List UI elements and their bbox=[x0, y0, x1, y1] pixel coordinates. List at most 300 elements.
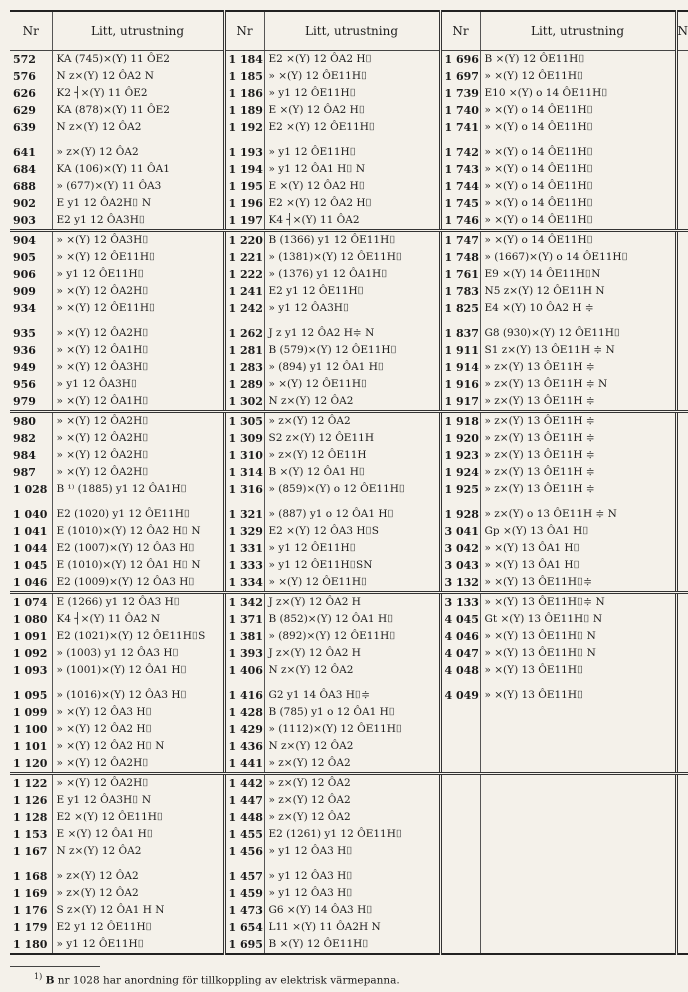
table-row bbox=[10, 574, 688, 593]
table-row bbox=[10, 393, 688, 412]
vehicle-number: 1 186 bbox=[224, 85, 264, 102]
vehicle-number: 1 180 bbox=[13, 938, 48, 951]
table-row bbox=[10, 359, 688, 376]
vehicle-equipment: » ×(Y) o 14 ÔE11H⌷ bbox=[480, 231, 676, 250]
vehicle-equipment: S2 z×(Y) 12 ÔE11H bbox=[264, 430, 440, 447]
gap-cell bbox=[480, 498, 676, 506]
vehicle-equipment: » ×(Y) 13 ÔA1 H⌷ bbox=[480, 557, 676, 574]
vehicle-equipment: E10 ×(Y) o 14 ÔE11H⌷ bbox=[480, 85, 676, 102]
vehicle-number: 1 742 bbox=[440, 144, 480, 161]
vehicle-equipment: E2 (1009)×(Y) 12 ÔA3 H⌷ bbox=[52, 574, 224, 593]
vehicle-equipment: N z×(Y) 12 ÔA2 bbox=[52, 843, 224, 860]
vehicle-number: 3 042 bbox=[440, 540, 480, 557]
vehicle-number: 1 044 bbox=[13, 542, 48, 555]
vehicle-equipment: » z×(Y) 13 ÔE11H ≑ bbox=[480, 481, 676, 498]
vehicle-number: 1 924 bbox=[440, 464, 480, 481]
clipped-column-cell bbox=[676, 430, 688, 447]
vehicle-number: 1 314 bbox=[224, 464, 264, 481]
vehicle-number bbox=[440, 936, 480, 954]
vehicle-number: 984 bbox=[13, 449, 36, 462]
vehicle-number: 1 744 bbox=[440, 178, 480, 195]
vehicle-equipment: K4 ┤×(Y) 11 ÔA2 N bbox=[52, 611, 224, 628]
vehicle-number: 1 911 bbox=[440, 342, 480, 359]
clipped-column-cell bbox=[676, 885, 688, 902]
clipped-column-cell bbox=[676, 102, 688, 119]
vehicle-equipment: B (785) y1 o 12 ÔA1 H⌷ bbox=[264, 704, 440, 721]
table-row bbox=[10, 119, 688, 136]
vehicle-number: 1 456 bbox=[224, 843, 264, 860]
vehicle-equipment: J z y1 12 ÔA2 H≑ N bbox=[264, 325, 440, 342]
vehicle-equipment: » (859)×(Y) o 12 ÔE11H⌷ bbox=[264, 481, 440, 498]
vehicle-number: 1 195 bbox=[224, 178, 264, 195]
vehicle-equipment bbox=[480, 809, 676, 826]
gap-cell bbox=[224, 317, 264, 325]
footnote-bold: B bbox=[45, 974, 55, 987]
gap-cell bbox=[52, 679, 224, 687]
clipped-column-cell bbox=[676, 540, 688, 557]
vehicle-equipment: Gt ×(Y) 13 ÔE11H⌷ N bbox=[480, 611, 676, 628]
header-litt: Litt, utrustning bbox=[264, 11, 440, 51]
gap-cell bbox=[676, 136, 688, 144]
vehicle-number: 639 bbox=[13, 121, 36, 134]
gap-cell bbox=[52, 860, 224, 868]
vehicle-number: 3 043 bbox=[440, 557, 480, 574]
vehicle-number: 641 bbox=[13, 146, 36, 159]
vehicle-equipment: » (677)×(Y) 11 ÔA3 bbox=[52, 178, 224, 195]
gap-cell bbox=[52, 317, 224, 325]
table-row bbox=[10, 755, 688, 774]
vehicle-equipment: » ×(Y) 12 ÔA3H⌷ bbox=[52, 231, 224, 250]
header-nr: Nr bbox=[224, 11, 264, 51]
clipped-column-cell bbox=[676, 393, 688, 412]
gap-cell bbox=[10, 860, 52, 868]
table-row bbox=[10, 481, 688, 498]
vehicle-equipment: » (1667)×(Y) o 14 ÔE11H⌷ bbox=[480, 249, 676, 266]
vehicle-number: 980 bbox=[13, 415, 36, 428]
gap-cell bbox=[676, 498, 688, 506]
clipped-column-cell bbox=[676, 161, 688, 178]
gap-cell bbox=[480, 136, 676, 144]
vehicle-equipment: » y1 12 ÔE11H⌷SN bbox=[264, 557, 440, 574]
table-row bbox=[10, 809, 688, 826]
clipped-column-cell bbox=[676, 593, 688, 612]
clipped-column-cell bbox=[676, 325, 688, 342]
vehicle-equipment: » y1 12 ÔE11H⌷ bbox=[52, 936, 224, 954]
vehicle-number: 1 371 bbox=[224, 611, 264, 628]
vehicle-equipment: » y1 12 ÔA3H⌷ bbox=[52, 376, 224, 393]
vehicle-number: 1 740 bbox=[440, 102, 480, 119]
vehicle-number: 1 179 bbox=[13, 921, 48, 934]
gap-cell bbox=[224, 498, 264, 506]
clipped-column-cell bbox=[676, 266, 688, 283]
vehicle-equipment: E ×(Y) 12 ÔA2 H⌷ bbox=[264, 102, 440, 119]
vehicle-equipment: » (887) y1 o 12 ÔA1 H⌷ bbox=[264, 506, 440, 523]
table-row bbox=[10, 342, 688, 359]
vehicle-equipment: » ×(Y) 13 ÔE11H⌷ bbox=[480, 662, 676, 679]
vehicle-equipment: » z×(Y) 12 ÔA2 bbox=[264, 792, 440, 809]
vehicle-number: 1 441 bbox=[224, 755, 264, 774]
header-litt: Litt, utrustning bbox=[52, 11, 224, 51]
vehicle-equipment: E (1010)×(Y) 12 ÔA2 H⌷ N bbox=[52, 523, 224, 540]
vehicle-equipment: » ×(Y) 12 ÔA2H⌷ bbox=[52, 755, 224, 774]
gap-cell bbox=[480, 317, 676, 325]
vehicle-number: 909 bbox=[13, 285, 36, 298]
clipped-column-cell bbox=[676, 721, 688, 738]
table-row bbox=[10, 144, 688, 161]
vehicle-equipment: » y1 12 ÔA3 H⌷ bbox=[264, 843, 440, 860]
row-group-gap bbox=[10, 498, 688, 506]
clipped-column-cell bbox=[676, 645, 688, 662]
clipped-column-cell bbox=[676, 902, 688, 919]
vehicle-number: 1 305 bbox=[224, 412, 264, 431]
vehicle-number: 3 132 bbox=[440, 574, 480, 593]
vehicle-equipment: » y1 12 ÔE11H⌷ bbox=[264, 540, 440, 557]
vehicle-number: 684 bbox=[13, 163, 36, 176]
footnote-rule bbox=[10, 966, 100, 967]
vehicle-equipment: » ×(Y) 12 ÔA3 H⌷ bbox=[52, 704, 224, 721]
vehicle-equipment: B ×(Y) 12 ÔE11H⌷ bbox=[264, 936, 440, 954]
vehicle-number: 1 128 bbox=[13, 811, 48, 824]
table-row bbox=[10, 85, 688, 102]
vehicle-equipment: » z×(Y) 13 ÔE11H ≑ bbox=[480, 464, 676, 481]
gap-cell bbox=[224, 136, 264, 144]
vehicle-number: 1 281 bbox=[224, 342, 264, 359]
vehicle-number: 1 242 bbox=[224, 300, 264, 317]
vehicle-number bbox=[440, 843, 480, 860]
clipped-column-cell bbox=[676, 231, 688, 250]
vehicle-equipment: » ×(Y) 12 ÔE11H⌷ bbox=[264, 574, 440, 593]
vehicle-number: 949 bbox=[13, 361, 36, 374]
vehicle-number: 1 099 bbox=[13, 706, 48, 719]
vehicle-number: 904 bbox=[13, 234, 36, 247]
table-row bbox=[10, 628, 688, 645]
vehicle-equipment: J z×(Y) 12 ÔA2 H bbox=[264, 645, 440, 662]
vehicle-number: 935 bbox=[13, 327, 36, 340]
vehicle-equipment: E4 ×(Y) 10 ÔA2 H ≑ bbox=[480, 300, 676, 317]
clipped-column-cell bbox=[676, 755, 688, 774]
row-group-gap bbox=[10, 679, 688, 687]
vehicle-equipment: » ×(Y) o 14 ÔE11H⌷ bbox=[480, 119, 676, 136]
vehicle-equipment: N z×(Y) 12 ÔA2 bbox=[52, 119, 224, 136]
vehicle-equipment: K2 ┤×(Y) 11 ÔE2 bbox=[52, 85, 224, 102]
vehicle-equipment: » (894) y1 12 ÔA1 H⌷ bbox=[264, 359, 440, 376]
vehicle-number: 1 928 bbox=[440, 506, 480, 523]
vehicle-number: 1 334 bbox=[224, 574, 264, 593]
gap-cell bbox=[10, 679, 52, 687]
vehicle-number: 1 918 bbox=[440, 412, 480, 431]
vehicle-equipment: KA (878)×(Y) 11 ÔE2 bbox=[52, 102, 224, 119]
vehicle-equipment: » ×(Y) o 14 ÔE11H⌷ bbox=[480, 178, 676, 195]
vehicle-number: 4 049 bbox=[440, 687, 480, 704]
vehicle-number: 1 185 bbox=[224, 68, 264, 85]
header-nr: Nr bbox=[440, 11, 480, 51]
clipped-column-cell bbox=[676, 557, 688, 574]
table-row bbox=[10, 161, 688, 178]
header-litt: Litt, utrustning bbox=[480, 11, 676, 51]
vehicle-equipment: » ×(Y) 12 ÔA2H⌷ bbox=[52, 283, 224, 300]
vehicle-equipment: KA (106)×(Y) 11 ÔA1 bbox=[52, 161, 224, 178]
clipped-column-cell bbox=[676, 283, 688, 300]
vehicle-equipment: » (1112)×(Y) 12 ÔE11H⌷ bbox=[264, 721, 440, 738]
vehicle-equipment: N z×(Y) 12 ÔA2 bbox=[264, 738, 440, 755]
clipped-column-cell bbox=[676, 85, 688, 102]
vehicle-number: 1 342 bbox=[224, 593, 264, 612]
vehicle-equipment: » ×(Y) 12 ÔA2 H⌷ bbox=[52, 721, 224, 738]
vehicle-number bbox=[440, 809, 480, 826]
table-row bbox=[10, 283, 688, 300]
table-row bbox=[10, 868, 688, 885]
clipped-column-cell bbox=[676, 687, 688, 704]
vehicle-number: 1 194 bbox=[224, 161, 264, 178]
vehicle-equipment: E2 ×(Y) 12 ÔE11H⌷ bbox=[52, 809, 224, 826]
vehicle-equipment bbox=[480, 792, 676, 809]
vehicle-number: 1 101 bbox=[13, 740, 48, 753]
vehicle-number: 906 bbox=[13, 268, 36, 281]
vehicle-equipment: » ×(Y) 13 ÔE11H⌷ bbox=[480, 687, 676, 704]
vehicle-number: 1 120 bbox=[10, 755, 52, 774]
gap-cell bbox=[676, 860, 688, 868]
vehicle-equipment: » z×(Y) 13 ÔE11H ≑ bbox=[480, 447, 676, 464]
table-row bbox=[10, 212, 688, 231]
vehicle-number: 1 184 bbox=[224, 51, 264, 69]
gap-cell bbox=[52, 136, 224, 144]
vehicle-equipment bbox=[480, 919, 676, 936]
vehicle-equipment: E ×(Y) 12 ÔA1 H⌷ bbox=[52, 826, 224, 843]
clipped-column-cell bbox=[676, 359, 688, 376]
table-row bbox=[10, 843, 688, 860]
gap-cell bbox=[224, 860, 264, 868]
clipped-column-cell bbox=[676, 195, 688, 212]
vehicle-number: 1 745 bbox=[440, 195, 480, 212]
vehicle-number: 1 080 bbox=[13, 613, 48, 626]
vehicle-number: 982 bbox=[13, 432, 36, 445]
vehicle-number: 1 221 bbox=[224, 249, 264, 266]
table-row bbox=[10, 249, 688, 266]
table-row bbox=[10, 704, 688, 721]
vehicle-number: 1 473 bbox=[224, 902, 264, 919]
clipped-column-cell bbox=[676, 68, 688, 85]
vehicle-equipment: » (1001)×(Y) 12 ÔA1 H⌷ bbox=[52, 662, 224, 679]
table-row bbox=[10, 826, 688, 843]
vehicle-number: 934 bbox=[13, 302, 36, 315]
clipped-column-cell bbox=[676, 51, 688, 69]
vehicle-number: 905 bbox=[13, 251, 36, 264]
gap-cell bbox=[264, 679, 440, 687]
vehicle-number: 1 916 bbox=[440, 376, 480, 393]
vehicle-equipment bbox=[480, 774, 676, 793]
vehicle-number: 629 bbox=[13, 104, 36, 117]
vehicle-equipment: G8 (930)×(Y) 12 ÔE11H⌷ bbox=[480, 325, 676, 342]
vehicle-equipment: E ×(Y) 12 ÔA2 H⌷ bbox=[264, 178, 440, 195]
vehicle-number: 936 bbox=[13, 344, 36, 357]
vehicle-equipment: K4 ┤×(Y) 11 ÔA2 bbox=[264, 212, 440, 231]
vehicle-equipment: N z×(Y) 12 ÔA2 bbox=[264, 662, 440, 679]
vehicle-number: 1 222 bbox=[224, 266, 264, 283]
table-row bbox=[10, 325, 688, 342]
vehicle-equipment: » ×(Y) o 14 ÔE11H⌷ bbox=[480, 161, 676, 178]
vehicle-equipment: E (1010)×(Y) 12 ÔA1 H⌷ N bbox=[52, 557, 224, 574]
vehicle-equipment bbox=[480, 843, 676, 860]
vehicle-equipment: » ×(Y) 12 ÔE11H⌷ bbox=[264, 68, 440, 85]
footnote bbox=[34, 972, 400, 987]
vehicle-equipment: » ×(Y) 12 ÔA2H⌷ bbox=[52, 447, 224, 464]
vehicle-number: 1 381 bbox=[224, 628, 264, 645]
vehicle-number: 987 bbox=[13, 466, 36, 479]
vehicle-equipment: » ×(Y) 12 ÔA2H⌷ bbox=[52, 412, 224, 431]
vehicle-equipment: » y1 12 ÔA1 H⌷ N bbox=[264, 161, 440, 178]
vehicle-number bbox=[440, 885, 480, 902]
footnote-marker: 1) bbox=[34, 972, 43, 981]
vehicle-number: 1 914 bbox=[440, 359, 480, 376]
clipped-column-cell bbox=[676, 376, 688, 393]
clipped-column-cell bbox=[676, 936, 688, 954]
vehicle-number: 1 196 bbox=[224, 195, 264, 212]
table-row bbox=[10, 645, 688, 662]
vehicle-equipment: » z×(Y) 12 ÔA2 bbox=[264, 412, 440, 431]
clipped-column-cell bbox=[676, 300, 688, 317]
vehicle-equipment: » ×(Y) 12 ÔA2 H⌷ N bbox=[52, 738, 224, 755]
table-row bbox=[10, 300, 688, 317]
vehicle-number: 1 329 bbox=[224, 523, 264, 540]
vehicle-equipment: B (1366) y1 12 ÔE11H⌷ bbox=[264, 231, 440, 250]
vehicle-equipment: » ×(Y) 13 ÔE11H⌷ N bbox=[480, 628, 676, 645]
clipped-column-cell bbox=[676, 611, 688, 628]
vehicle-number bbox=[440, 919, 480, 936]
vehicle-number: 1 167 bbox=[13, 845, 48, 858]
vehicle-number: 1 741 bbox=[440, 119, 480, 136]
clipped-column-cell bbox=[676, 481, 688, 498]
vehicle-number: 576 bbox=[13, 70, 36, 83]
table-row bbox=[10, 523, 688, 540]
vehicle-number: 1 283 bbox=[224, 359, 264, 376]
vehicle-number: 1 654 bbox=[224, 919, 264, 936]
ledger-sheet bbox=[10, 10, 688, 955]
table-row bbox=[10, 593, 688, 612]
table-row bbox=[10, 376, 688, 393]
vehicle-equipment bbox=[480, 738, 676, 755]
vehicle-equipment: » z×(Y) 13 ÔE11H ≑ N bbox=[480, 376, 676, 393]
vehicle-number: 1 095 bbox=[13, 689, 48, 702]
vehicle-number: 1 331 bbox=[224, 540, 264, 557]
vehicle-equipment: » z×(Y) 12 ÔA2 bbox=[52, 868, 224, 885]
table-row bbox=[10, 266, 688, 283]
vehicle-number: 4 048 bbox=[440, 662, 480, 679]
vehicle-number: 1 197 bbox=[224, 212, 264, 231]
vehicle-equipment: » ×(Y) o 14 ÔE11H⌷ bbox=[480, 195, 676, 212]
clipped-column-cell bbox=[676, 506, 688, 523]
vehicle-number: 1 695 bbox=[224, 936, 264, 954]
vehicle-number: 1 761 bbox=[440, 266, 480, 283]
vehicle-equipment: » y1 12 ÔA3 H⌷ bbox=[264, 868, 440, 885]
vehicle-number: 1 169 bbox=[13, 887, 48, 900]
gap-cell bbox=[10, 498, 52, 506]
vehicle-equipment: E2 (1007)×(Y) 12 ÔA3 H⌷ bbox=[52, 540, 224, 557]
vehicle-equipment: » ×(Y) 12 ÔA2H⌷ bbox=[52, 430, 224, 447]
vehicle-number: 1 747 bbox=[440, 231, 480, 250]
vehicle-equipment: E2 ×(Y) 12 ÔA3 H⌷S bbox=[264, 523, 440, 540]
vehicle-number: 1 153 bbox=[13, 828, 48, 841]
gap-cell bbox=[480, 860, 676, 868]
clipped-column-cell bbox=[676, 792, 688, 809]
row-group-gap bbox=[10, 860, 688, 868]
vehicle-number: 1 176 bbox=[13, 904, 48, 917]
table-row bbox=[10, 102, 688, 119]
vehicle-number: 1 825 bbox=[440, 300, 480, 317]
gap-cell bbox=[480, 679, 676, 687]
clipped-column-cell bbox=[676, 843, 688, 860]
vehicle-equipment: Gp ×(Y) 13 ÔA1 H⌷ bbox=[480, 523, 676, 540]
clipped-column-cell bbox=[676, 523, 688, 540]
gap-cell bbox=[440, 136, 480, 144]
header-clipped: N bbox=[676, 11, 688, 51]
gap-cell bbox=[10, 317, 52, 325]
clipped-column-cell bbox=[676, 119, 688, 136]
vehicle-number: 1 193 bbox=[224, 144, 264, 161]
vehicle-equipment: » ×(Y) 13 ÔE11H⌷≑ N bbox=[480, 593, 676, 612]
vehicle-number bbox=[440, 902, 480, 919]
vehicle-equipment bbox=[480, 704, 676, 721]
vehicle-number: 572 bbox=[13, 53, 36, 66]
vehicle-number: 4 045 bbox=[440, 611, 480, 628]
vehicle-number: 1 189 bbox=[224, 102, 264, 119]
vehicle-number bbox=[440, 738, 480, 755]
clipped-column-cell bbox=[676, 704, 688, 721]
vehicle-equipment: » ×(Y) 12 ÔA1H⌷ bbox=[52, 393, 224, 412]
vehicle-number: 1 925 bbox=[440, 481, 480, 498]
vehicle-number: 1 192 bbox=[224, 119, 264, 136]
vehicle-number: 1 220 bbox=[224, 231, 264, 250]
gap-cell bbox=[264, 498, 440, 506]
vehicle-number bbox=[440, 868, 480, 885]
vehicle-number: 1 091 bbox=[13, 630, 48, 643]
vehicle-number: 1 406 bbox=[224, 662, 264, 679]
gap-cell bbox=[440, 679, 480, 687]
vehicle-number: 1 168 bbox=[13, 870, 48, 883]
vehicle-number: 1 837 bbox=[440, 325, 480, 342]
vehicle-number: 1 302 bbox=[224, 393, 264, 412]
vehicle-number: 1 923 bbox=[440, 447, 480, 464]
table-row bbox=[10, 557, 688, 574]
vehicle-equipment: E2 (1020) y1 12 ÔE11H⌷ bbox=[52, 506, 224, 523]
clipped-column-cell bbox=[676, 574, 688, 593]
vehicle-number: 1 783 bbox=[440, 283, 480, 300]
vehicle-number: 1 739 bbox=[440, 85, 480, 102]
vehicle-equipment bbox=[480, 902, 676, 919]
vehicle-number: 1 457 bbox=[224, 868, 264, 885]
vehicle-equipment: J z×(Y) 12 ÔA2 H bbox=[264, 593, 440, 612]
vehicle-equipment: » z×(Y) 12 ÔE11H bbox=[264, 447, 440, 464]
vehicle-equipment: » y1 12 ÔE11H⌷ bbox=[52, 266, 224, 283]
footnote-text: nr 1028 har anordning för tillkoppling av elektrisk värmepanna. bbox=[57, 974, 400, 987]
clipped-column-cell bbox=[676, 662, 688, 679]
vehicle-number: 1 309 bbox=[224, 430, 264, 447]
vehicle-equipment: » z×(Y) 12 ÔA2 bbox=[264, 755, 440, 774]
vehicle-equipment: » ×(Y) 12 ÔA2H⌷ bbox=[52, 774, 224, 793]
vehicle-number: 1 028 bbox=[13, 483, 48, 496]
clipped-column-cell bbox=[676, 809, 688, 826]
vehicle-number: 1 093 bbox=[13, 664, 48, 677]
clipped-column-cell bbox=[676, 342, 688, 359]
vehicle-number: 903 bbox=[10, 212, 52, 231]
vehicle-equipment: » ×(Y) 12 ÔE11H⌷ bbox=[52, 249, 224, 266]
vehicle-number: 1 122 bbox=[13, 777, 48, 790]
vehicle-equipment: » z×(Y) 13 ÔE11H ≑ bbox=[480, 412, 676, 431]
clipped-column-cell bbox=[676, 212, 688, 231]
vehicle-equipment: » ×(Y) o 14 ÔE11H⌷ bbox=[480, 212, 676, 231]
vehicle-equipment: E9 ×(Y) 14 ÔE11H⌷N bbox=[480, 266, 676, 283]
vehicle-number: 1 447 bbox=[224, 792, 264, 809]
vehicle-equipment: » (1376) y1 12 ÔA1H⌷ bbox=[264, 266, 440, 283]
